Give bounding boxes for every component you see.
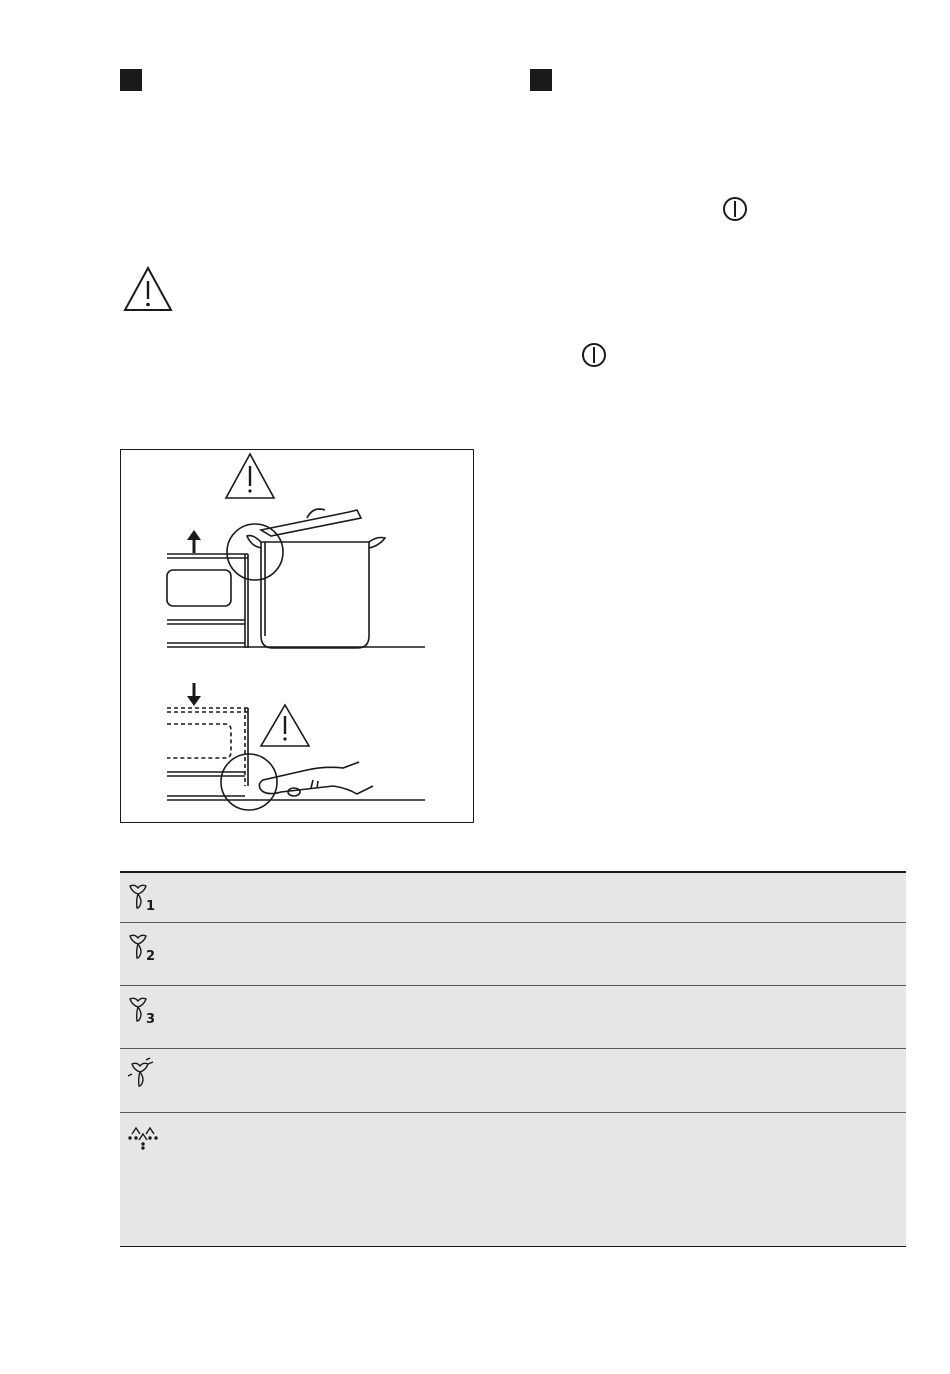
table-row [120,985,906,1048]
fan-speed-2-icon [126,930,162,964]
svg-text:1: 1 [146,899,156,914]
svg-text:2: 2 [146,949,156,964]
appliance-drawer-closing [167,708,425,800]
arrow-down-icon [187,683,201,706]
table-row [120,1112,906,1246]
breeze-icon [126,1120,162,1154]
power-symbol-icon [722,196,748,222]
table-row [120,1048,906,1112]
fan-intensive-icon [126,1056,162,1090]
fan-speed-3-icon [126,993,162,1027]
safety-illustration-drawing [121,450,475,824]
safety-illustration [120,449,474,823]
section-marker-left-icon [120,69,142,91]
svg-text:3: 3 [146,1012,156,1027]
appliance-drawer-open [167,554,425,648]
power-symbol-icon [581,342,607,368]
table-row [120,922,906,985]
warning-triangle-icon [123,265,173,313]
section-marker-right-icon [530,69,552,91]
fan-speed-1-icon [126,880,162,914]
arrow-up-icon [187,530,201,553]
pot-with-lid [247,509,385,648]
table-row [120,873,906,922]
fan-speed-table [120,871,906,1247]
